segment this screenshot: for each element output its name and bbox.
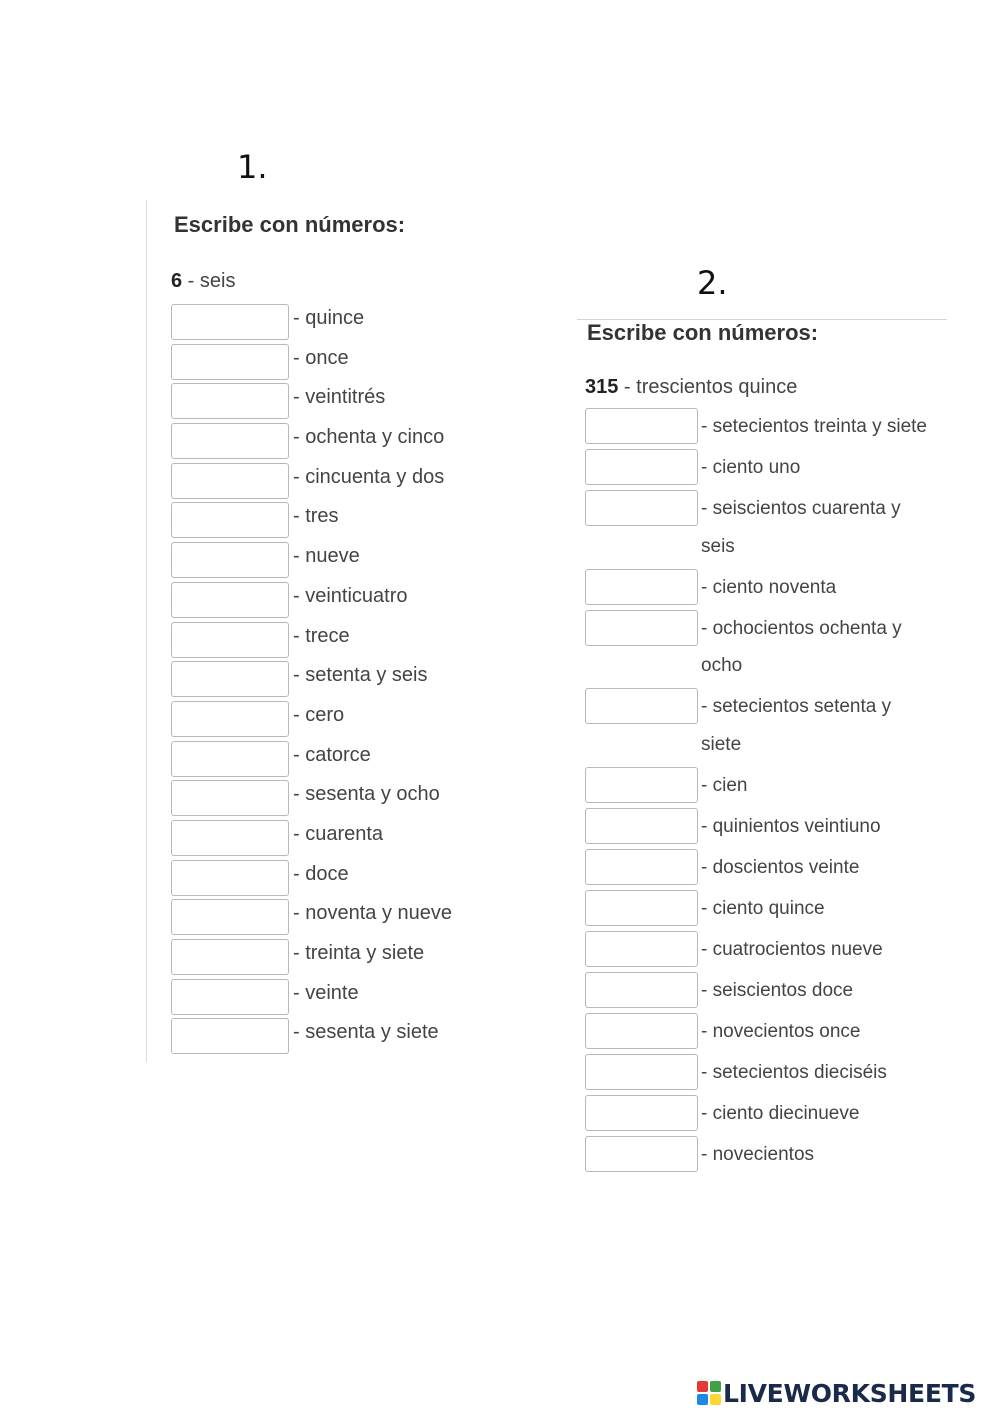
number-word: - ochocientos ochenta y ocho bbox=[701, 617, 902, 676]
answer-input[interactable] bbox=[585, 931, 698, 967]
answer-input[interactable] bbox=[585, 449, 698, 485]
exercise-2-item bbox=[585, 569, 930, 607]
exercise-2-item bbox=[585, 972, 930, 1010]
answer-input[interactable] bbox=[585, 849, 698, 885]
exercise-2-item bbox=[585, 849, 930, 887]
liveworksheets-logo bbox=[697, 1378, 976, 1408]
exercise-2-item bbox=[585, 449, 930, 487]
number-word: - novecientos once bbox=[701, 1020, 861, 1042]
exercise-2-item bbox=[585, 1095, 930, 1133]
number-word: - trece bbox=[293, 624, 350, 647]
number-word: - setecientos setenta y siete bbox=[701, 696, 892, 755]
number-word: - treinta y siete bbox=[293, 942, 425, 964]
example-text: - seis bbox=[182, 270, 236, 292]
number-word: - cincuenta y dos bbox=[293, 465, 445, 488]
answer-input[interactable] bbox=[171, 344, 289, 380]
exercise-2-item bbox=[585, 767, 930, 805]
exercise-2-item bbox=[585, 890, 930, 928]
number-word: - quince bbox=[293, 307, 365, 329]
number-word: - veinte bbox=[293, 981, 359, 1004]
answer-input[interactable] bbox=[171, 701, 289, 737]
number-word: - novecientos bbox=[701, 1143, 815, 1165]
logo-tile bbox=[710, 1394, 721, 1405]
number-word: - ciento quince bbox=[701, 897, 825, 919]
answer-input[interactable] bbox=[171, 423, 289, 459]
exercise-2-item bbox=[585, 1136, 930, 1174]
answer-input[interactable] bbox=[585, 808, 698, 844]
answer-input[interactable] bbox=[171, 820, 289, 856]
answer-input[interactable] bbox=[585, 1095, 698, 1131]
answer-input[interactable] bbox=[585, 890, 698, 926]
answer-input[interactable] bbox=[585, 1054, 698, 1090]
answer-input[interactable] bbox=[585, 767, 698, 803]
exercise-2-item bbox=[585, 1054, 930, 1092]
answer-input[interactable] bbox=[585, 490, 698, 526]
answer-input[interactable] bbox=[585, 408, 698, 444]
exercise-2-item bbox=[585, 1013, 930, 1051]
answer-input[interactable] bbox=[171, 304, 289, 340]
answer-input[interactable] bbox=[171, 463, 289, 499]
number-word: - sesenta y siete bbox=[293, 1021, 439, 1044]
exercise-2-item bbox=[585, 808, 930, 846]
exercise-1-number: 1. bbox=[237, 148, 268, 186]
exercise-1-panel bbox=[146, 200, 547, 1062]
number-word: - seiscientos doce bbox=[701, 979, 854, 1001]
answer-input[interactable] bbox=[585, 569, 698, 605]
number-word: - seiscientos cuarenta y seis bbox=[701, 498, 901, 557]
number-word: - setecientos treinta y siete bbox=[701, 416, 927, 437]
answer-input[interactable] bbox=[171, 622, 289, 658]
answer-input[interactable] bbox=[171, 741, 289, 777]
number-word: - setenta y seis bbox=[293, 664, 428, 687]
number-word: - catorce bbox=[293, 743, 371, 766]
number-word: - ciento noventa bbox=[701, 576, 837, 598]
number-word: - veinticuatro bbox=[293, 584, 408, 607]
number-word: - quinientos veintiuno bbox=[701, 815, 881, 837]
logo-tile bbox=[697, 1381, 708, 1392]
number-word: - once bbox=[293, 346, 349, 369]
exercise-2-panel bbox=[577, 319, 947, 1165]
exercise-2-items bbox=[585, 408, 930, 1177]
answer-input[interactable] bbox=[171, 860, 289, 896]
answer-input[interactable] bbox=[171, 661, 289, 697]
answer-input[interactable] bbox=[171, 502, 289, 538]
number-word: - nueve bbox=[293, 545, 360, 568]
number-word: - tres bbox=[293, 505, 339, 528]
logo-tile bbox=[710, 1381, 721, 1392]
answer-input[interactable] bbox=[171, 939, 289, 975]
number-word: - doscientos veinte bbox=[701, 856, 860, 878]
answer-input[interactable] bbox=[171, 979, 289, 1015]
exercise-2-number: 2. bbox=[697, 264, 728, 302]
answer-input[interactable] bbox=[171, 582, 289, 618]
answer-input[interactable] bbox=[171, 1018, 289, 1054]
exercise-2-item bbox=[585, 610, 930, 685]
answer-input[interactable] bbox=[171, 780, 289, 816]
number-word: - veintitrés bbox=[293, 386, 386, 409]
answer-input[interactable] bbox=[585, 1013, 698, 1049]
answer-input[interactable] bbox=[585, 1136, 698, 1172]
exercise-2-item bbox=[585, 408, 930, 446]
number-word: - doce bbox=[293, 862, 349, 885]
logo-mark-icon bbox=[697, 1381, 721, 1405]
answer-input[interactable] bbox=[585, 688, 698, 724]
number-word: - ciento diecinueve bbox=[701, 1102, 860, 1124]
answer-input[interactable] bbox=[585, 972, 698, 1008]
number-word: - cuarenta bbox=[293, 822, 384, 845]
exercise-2-example bbox=[585, 376, 797, 399]
number-word: - ochenta y cinco bbox=[293, 426, 445, 449]
example-number: 315 bbox=[585, 376, 619, 398]
exercise-1-example bbox=[171, 270, 235, 293]
answer-input[interactable] bbox=[171, 542, 289, 578]
number-word: - setecientos dieciséis bbox=[701, 1061, 887, 1083]
example-text: - trescientos quince bbox=[618, 376, 798, 398]
exercise-2-item bbox=[585, 490, 930, 565]
logo-text: LIVEWORKSHEETS bbox=[723, 1378, 977, 1408]
exercise-2-heading: Escribe con números: bbox=[587, 320, 819, 345]
answer-input[interactable] bbox=[585, 610, 698, 646]
number-word: - cuatrocientos nueve bbox=[701, 938, 883, 960]
answer-input[interactable] bbox=[171, 899, 289, 935]
number-word: - cien bbox=[701, 774, 748, 796]
exercise-2-item bbox=[585, 931, 930, 969]
logo-tile bbox=[697, 1394, 708, 1405]
number-word: - cero bbox=[293, 703, 345, 726]
number-word: - sesenta y ocho bbox=[293, 783, 440, 806]
answer-input[interactable] bbox=[171, 383, 289, 419]
exercise-1-heading: Escribe con números: bbox=[174, 212, 406, 237]
example-number: 6 bbox=[171, 270, 183, 292]
number-word: - noventa y nueve bbox=[293, 902, 452, 925]
exercise-2-item bbox=[585, 688, 930, 763]
number-word: - ciento uno bbox=[701, 457, 801, 478]
